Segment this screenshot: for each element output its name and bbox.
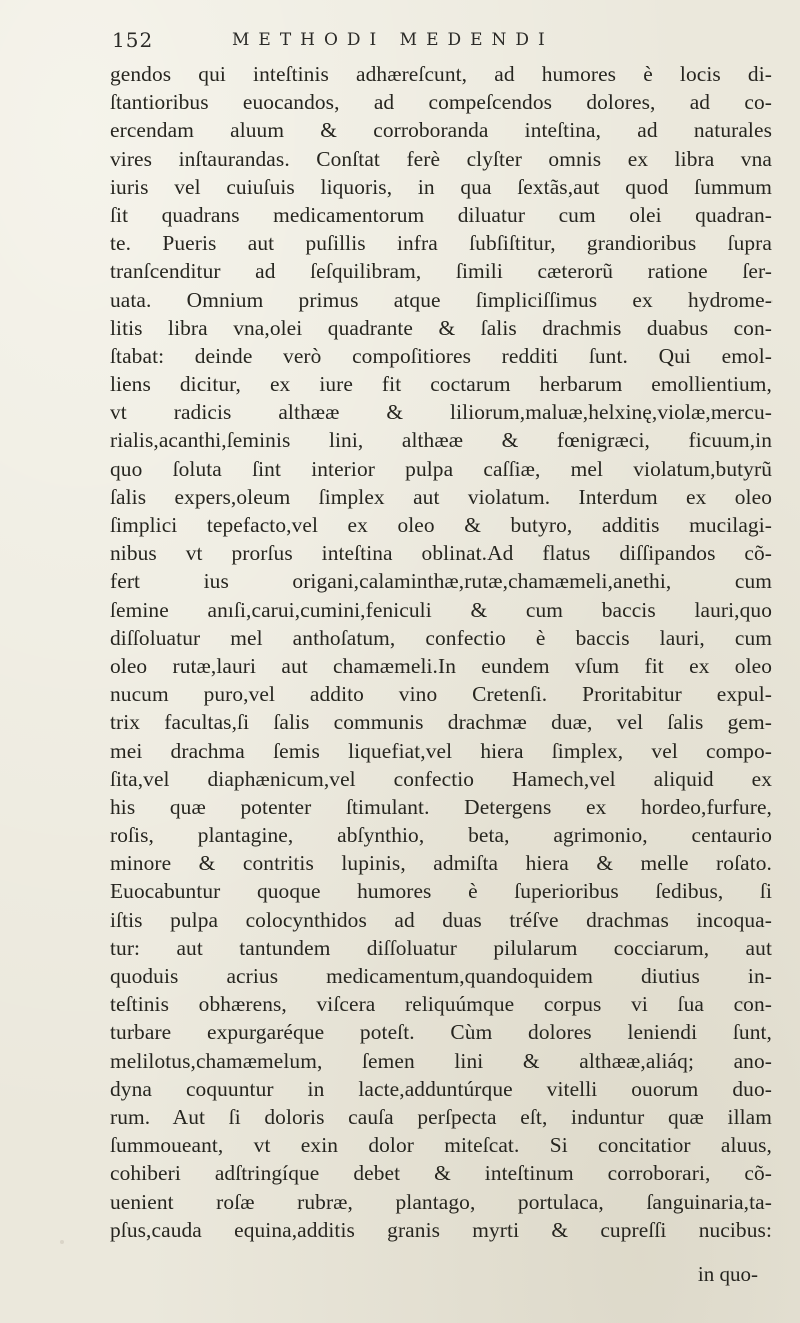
text-line: vires inſtaurandas. Conſtat ferè clyſter omnis ex libra vna [110,146,772,171]
page-header [112,28,772,58]
text-line: ercendam aluum & corroboranda inteſtina, ad naturales [110,118,772,143]
text-line: melilotus,chamæmelum, ſemen lini & althææ,aliáq; ano- [110,1048,772,1073]
text-line: uenient roſæ rubræ, plantago, portulaca, ſanguinaria,ta- [110,1189,772,1214]
text-line: ſtantioribus euocandos, ad compeſcendos dolores, ad co- [110,90,772,115]
text-line: vt radicis althææ & liliorum,maluæ,helxinę,violæ,mercu- [110,400,772,425]
text-line: fert ius origani,calaminthæ,rutæ,chamæmeli,anethi, cum [110,569,772,594]
text-line: quoduis acrius medicamentum,quandoquidem diutius in- [110,964,772,988]
text-line: iſtis pulpa colocynthidos ad duas tréſve drachmas incoqua- [110,907,772,932]
body-text [110,60,772,1244]
text-line: cohiberi adſtringíque debet & inteſtinum corroborari, cõ- [110,1161,772,1186]
text-line: iuris vel cuiuſuis liquoris, in qua ſextãs,aut quod ſummum [110,174,772,199]
text-line: turbare expurgaréque poteſt. Cùm dolores leniendi ſunt, [110,1020,772,1045]
text-line: dyna coquuntur in lacte,adduntúrque vitelli ouorum duo- [110,1076,772,1101]
text-line: liens dicitur, ex iure fit coctarum herbarum emollientium, [110,372,772,397]
page-number: 152 [112,28,154,52]
text-line: minore & contritis lupinis, admiſta hiera & melle roſato. [110,851,772,876]
text-line: ſimplici tepefacto,vel ex oleo & butyro, additis mucilagi- [110,513,772,537]
text-line: nibus vt prorſus inteſtina oblinat.Ad flatus diſſipandos cõ- [110,541,772,566]
text-line: mei drachma ſemis liquefiat,vel hiera ſimplex, vel compo- [110,738,772,763]
text-line: gendos qui inteſtinis adhæreſcunt, ad humores è locis di- [110,62,772,86]
text-line: oleo rutæ,lauri aut chamæmeli.In eundem vſum fit ex oleo [110,653,772,678]
text-line: rialis,acanthi,ſeminis lini, althææ & fœnigræci, ficuum,in [110,428,772,453]
text-line: his quæ potenter ſtimulant. Detergens ex hordeo,furfure, [110,794,772,819]
paper-spot [60,1240,64,1244]
text-line: ſita,vel diaphænicum,vel confectio Hamech,vel aliquid ex [110,766,772,791]
text-line: tranſcenditur ad ſeſquilibram, ſimili cæterorũ ratione ſer- [110,259,772,284]
text-line: trix facultas,ſi ſalis communis drachmæ duæ, vel ſalis gem- [110,710,772,735]
text-line: rum. Aut ſi doloris cauſa perſpecta eſt, induntur quæ illam [110,1104,772,1129]
catchword: in quo- [697,1262,758,1286]
text-line: ſemine anıſi,carui,cumini,feniculi & cum baccis lauri,quo [110,597,772,622]
text-line: teſtinis obhærens, viſcera reliquúmque corpus vi ſua con- [110,992,772,1017]
text-line: quo ſoluta ſint interior pulpa caſſiæ, mel violatum,butyrũ [110,456,772,481]
text-line: diſſoluatur mel anthoſatum, confectio è baccis lauri, cum [110,625,772,650]
text-line: ſit quadrans medicamentorum diluatur cum olei quadran- [110,202,772,227]
text-line: te. Pueris aut puſillis infra ſubſiſtitur, grandioribus ſupra [110,231,772,256]
text-line: pſus,cauda equina,additis granis myrti & cupreſſi nucibus: [110,1217,772,1242]
text-line: ſtabat: deinde verò compoſitiores redditi ſunt. Qui emol- [110,343,772,368]
text-line: tur: aut tantundem diſſoluatur pilularum cocciarum, aut [110,935,772,960]
text-line: ſummoueant, vt exin dolor miteſcat. Si concitatior aluus, [110,1133,772,1158]
running-title: METHODI MEDENDI [232,30,554,50]
text-line: ſalis expers,oleum ſimplex aut violatum. Interdum ex oleo [110,484,772,509]
text-line: Euocabuntur quoque humores è ſuperioribus ſedibus, ſi [110,879,772,904]
text-line: roſis, plantagine, abſynthio, beta, agrimonio, centaurio [110,823,772,848]
text-line: litis libra vna,olei quadrante & ſalis drachmis duabus con- [110,315,772,340]
text-line: uata. Omnium primus atque ſimpliciſſimus ex hydrome- [110,287,772,312]
text-line: nucum puro,vel addito vino Cretenſi. Proritabitur expul- [110,682,772,707]
